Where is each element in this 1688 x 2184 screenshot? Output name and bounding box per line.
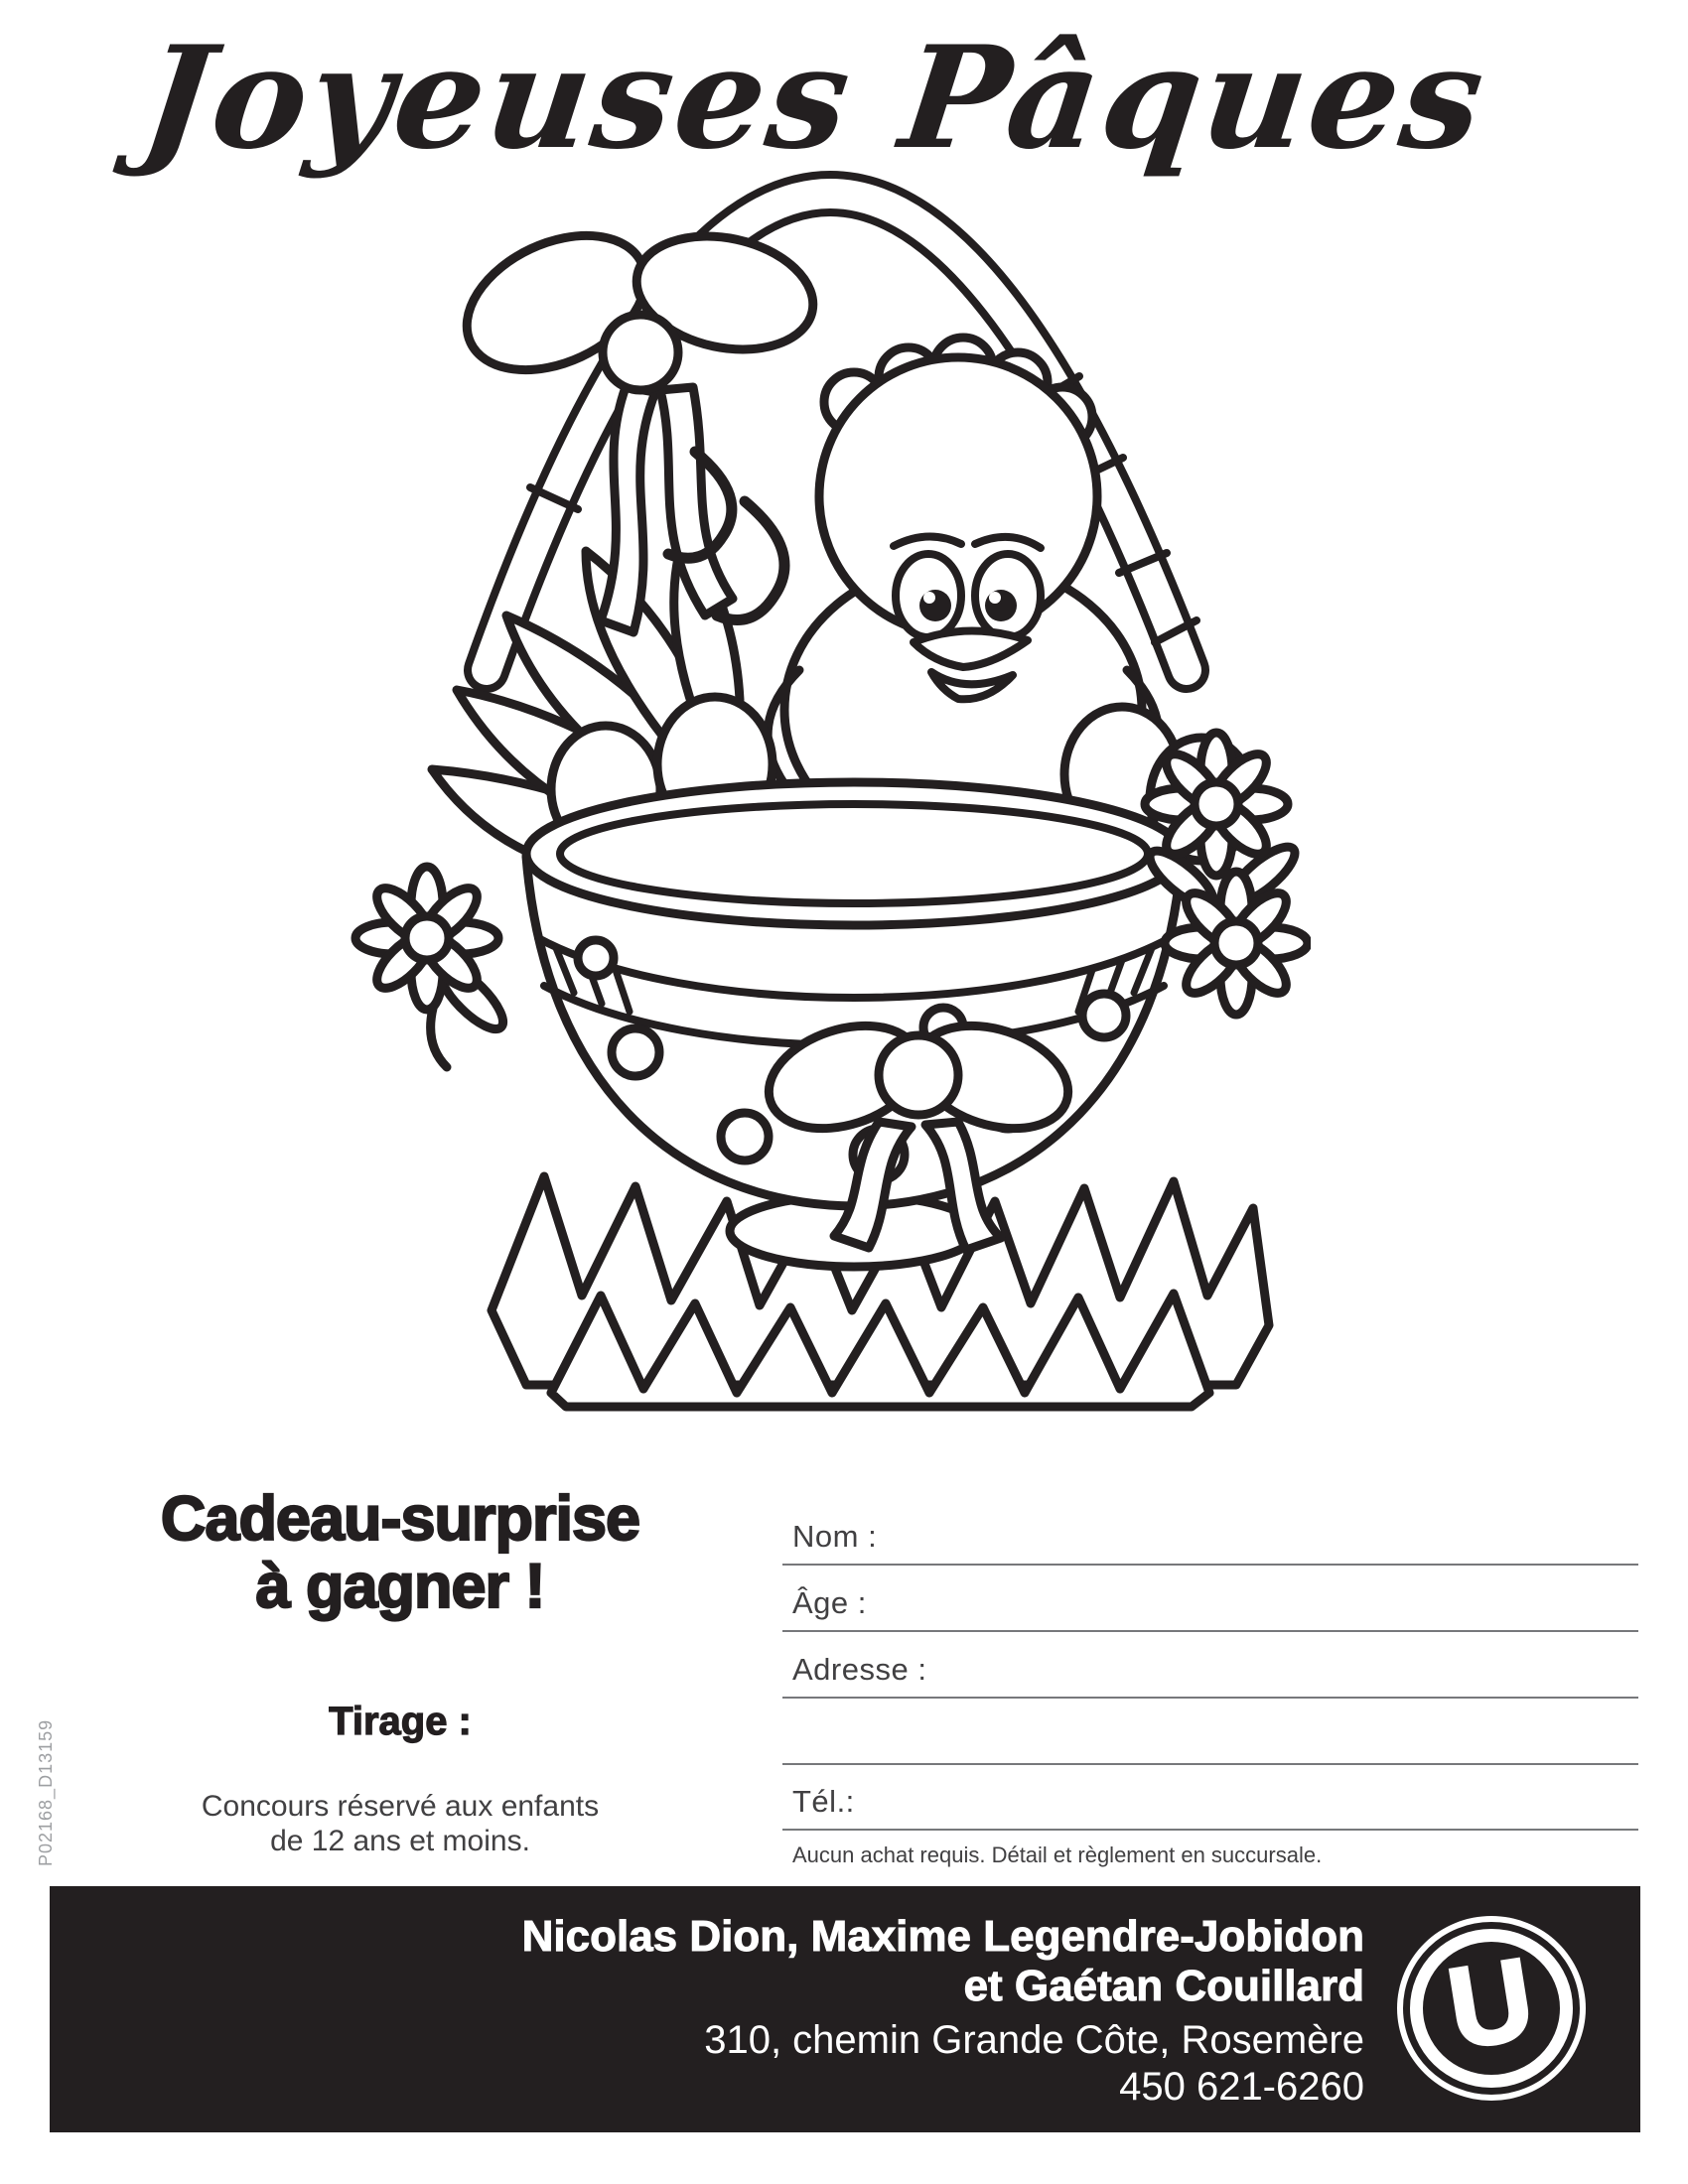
page-title-script: Joyeuses Pâques: [133, 16, 1495, 181]
entry-form: [782, 1499, 1638, 1868]
age-field-label: Âge :: [792, 1585, 867, 1620]
prize-headline-line1: Cadeau-surprise: [160, 1484, 640, 1554]
easter-chick-basket-illustration: [258, 154, 1311, 1444]
phone-field-label: Tél.:: [792, 1784, 855, 1819]
prize-headline-line2: à gagner !: [255, 1552, 545, 1621]
eligibility-line1: Concours réservé aux enfants: [201, 1790, 600, 1823]
prize-headline: [102, 1485, 698, 1620]
name-field-label: Nom :: [792, 1519, 878, 1554]
owner-names-line1: Nicolas Dion, Maxime Legendre-Jobidon: [521, 1912, 1364, 1961]
store-info: [522, 1912, 1364, 2111]
phone-field[interactable]: [782, 1765, 1638, 1831]
uniprix-logo-icon: [1397, 1916, 1586, 2101]
print-plate-code: P02168_D13159: [36, 1718, 56, 1866]
left-flower: [355, 867, 511, 1067]
contest-disclaimer: Aucun achat requis. Détail et règlement en succursale.: [792, 1843, 1323, 1867]
address-field-label: Adresse :: [792, 1652, 927, 1687]
eligibility-note: [102, 1789, 698, 1858]
eligibility-line2: de 12 ans et moins.: [270, 1825, 530, 1857]
store-address: 310, chemin Grande Côte, Rosemère: [704, 2018, 1364, 2062]
age-field[interactable]: [782, 1566, 1638, 1632]
store-phone: 450 621-6260: [1119, 2065, 1364, 2109]
name-field[interactable]: [782, 1499, 1638, 1566]
store-footer: [50, 1886, 1640, 2132]
address-field[interactable]: [782, 1632, 1638, 1699]
address-field-line2[interactable]: [782, 1699, 1638, 1765]
right-flowers: [1142, 733, 1308, 1015]
owner-names-line2: et Gaétan Couillard: [963, 1962, 1364, 2010]
logo-letter: U: [1439, 1933, 1542, 2074]
draw-label: Tirage :: [329, 1700, 472, 1743]
